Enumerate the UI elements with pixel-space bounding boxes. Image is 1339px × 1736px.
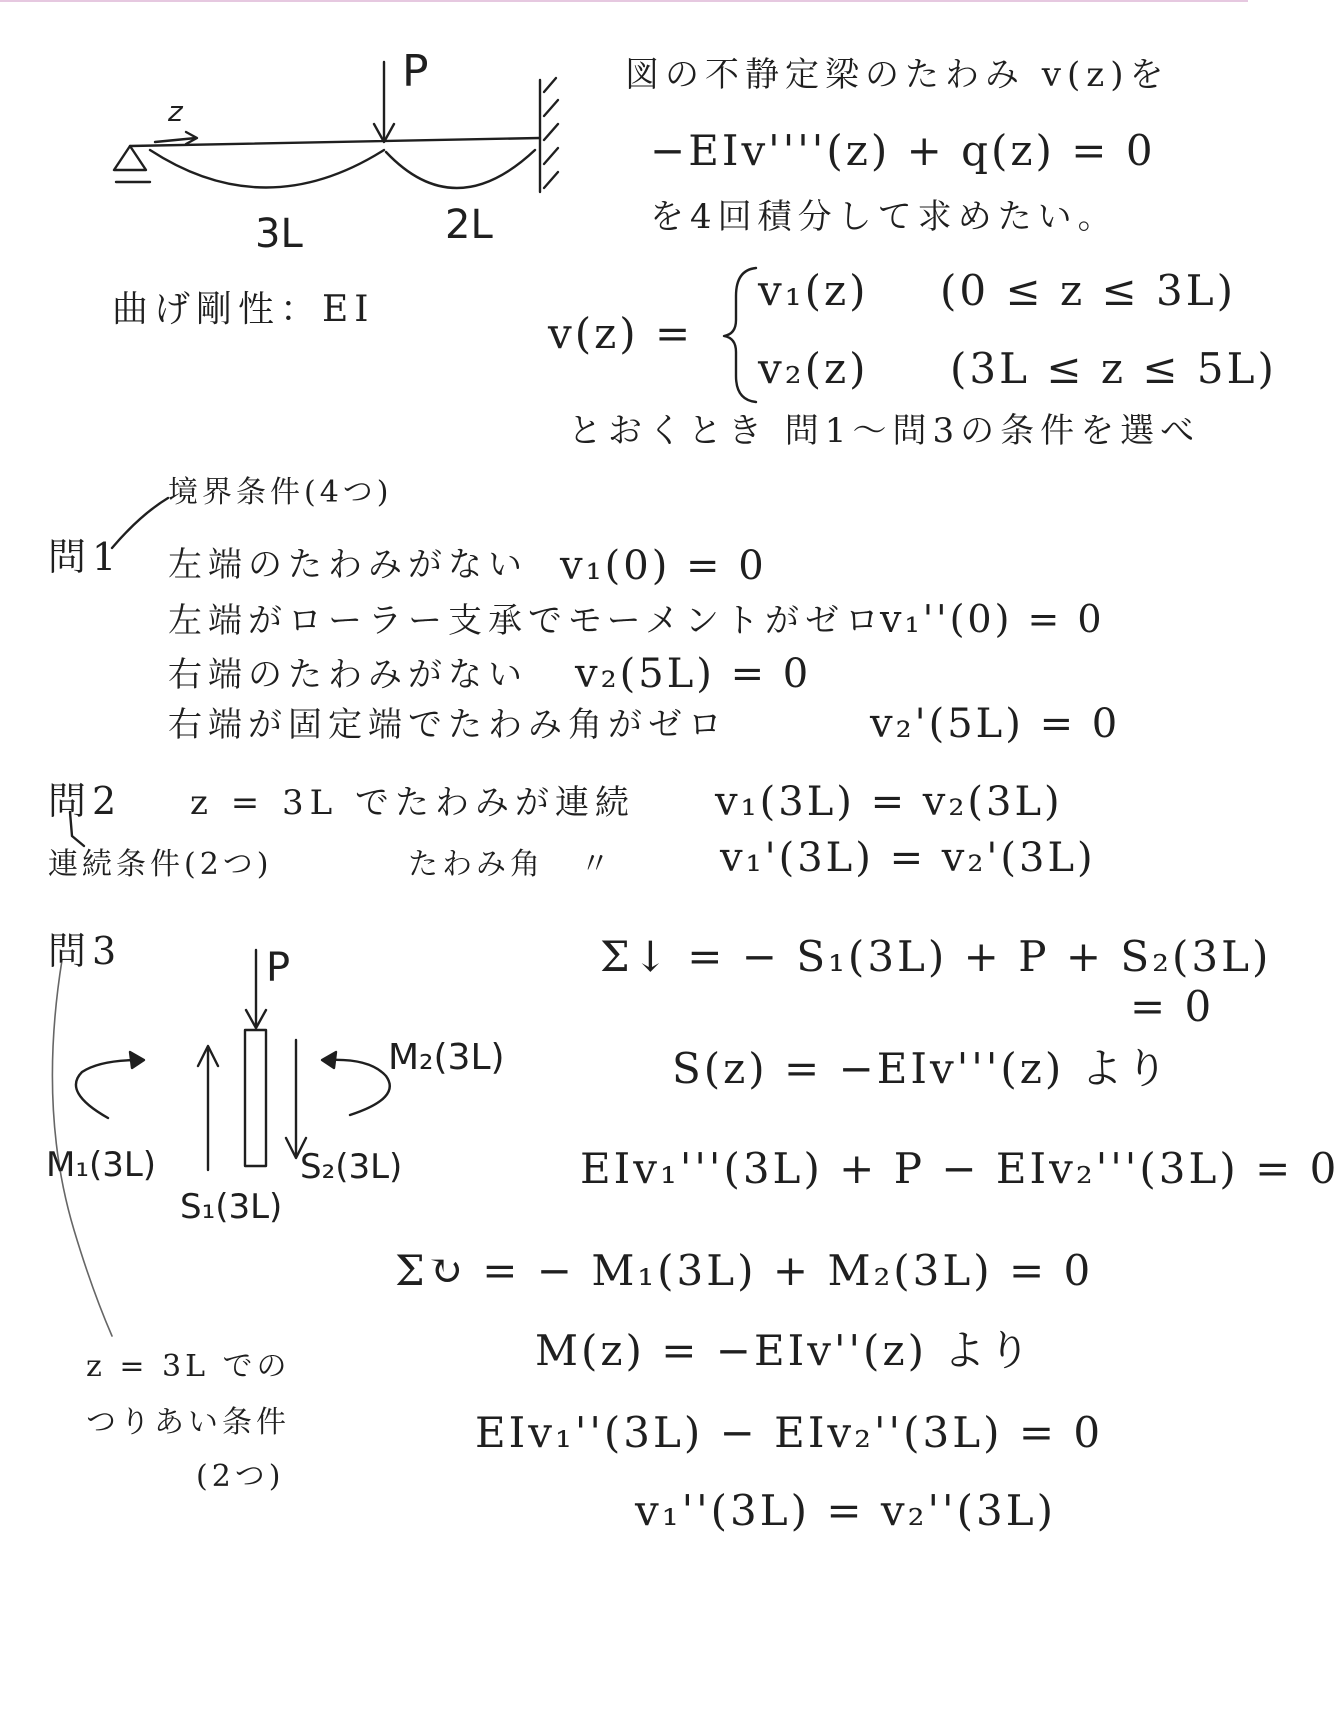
q1-note: 境界条件(4つ) <box>168 475 393 510</box>
coord-label: z <box>168 95 183 128</box>
q1-row-4-eq: v₂'(5L) = 0 <box>870 701 1121 747</box>
piecewise-lhs: v(z) = <box>548 309 694 358</box>
q3-eq-1: Σ↓ = − S₁(3L) + P + S₂(3L) <box>600 932 1272 981</box>
piecewise-case-2: v₂(z) <box>758 344 869 393</box>
span2-dimension-arc <box>386 150 535 188</box>
fbd-m1-label: M₁(3L) <box>46 1145 157 1185</box>
fbd-beam-element <box>245 1030 266 1166</box>
load-label: P <box>402 46 429 97</box>
fbd-load-label: P <box>266 945 291 991</box>
problem-line-3: を4回積分して求めたい。 <box>650 197 1118 237</box>
q1-row-2-text: 左端がローラー支承でモーメントがゼロ <box>168 601 885 641</box>
q3-eq-5: M(z) = −EIv''(z) より <box>535 1326 1034 1375</box>
piecewise-range-2: (3L ≤ z ≤ 5L) <box>950 344 1277 393</box>
q2-ditto-mark: 〃 <box>580 847 614 882</box>
q1-number: 問1 <box>48 535 123 579</box>
fbd-m2-label: M₂(3L) <box>388 1037 505 1078</box>
q2-row-1-eq: v₁(3L) = v₂(3L) <box>715 779 1063 825</box>
piecewise-brace <box>724 268 756 402</box>
piecewise-range-1: (0 ≤ z ≤ 3L) <box>940 266 1237 315</box>
q3-eq-3: EIv₁'''(3L) + P − EIv₂'''(3L) = 0 <box>580 1144 1339 1193</box>
q1-row-2-eq: v₁''(0) = 0 <box>880 597 1105 641</box>
q3-number: 問3 <box>48 929 123 973</box>
problem-line-1: 図の不静定梁のたわみ v(z)を <box>625 55 1170 95</box>
fbd-m2-arrow <box>328 1060 390 1115</box>
q1-row-1-eq: v₁(0) = 0 <box>560 543 767 589</box>
pin-support-icon <box>114 146 146 170</box>
q2-row-1-text: z = 3L でたわみが連続 <box>190 783 636 823</box>
q1-row-3-eq: v₂(5L) = 0 <box>575 651 812 697</box>
q1-row-1-text: 左端のたわみがない <box>168 545 528 585</box>
q1-row-4-text: 右端が固定端でたわみ角がゼロ <box>168 705 728 745</box>
piecewise-case-1: v₁(z) <box>758 266 869 315</box>
fbd-s2-label: S₂(3L) <box>300 1147 403 1187</box>
q2-row-2-eq: v₁'(3L) = v₂'(3L) <box>720 835 1096 881</box>
q1-row-3-text: 右端のたわみがない <box>168 655 528 695</box>
span2-label: 2L <box>445 202 493 248</box>
q3-eq-2: S(z) = −EIv'''(z) より <box>672 1044 1171 1093</box>
q3-eq-7: v₁''(3L) = v₂''(3L) <box>635 1486 1056 1535</box>
q3-note-line-1: z = 3L での <box>86 1349 291 1384</box>
fbd-m1-arrow <box>76 1060 140 1118</box>
stiffness-label: 曲げ剛性：EI <box>112 289 375 330</box>
q3-note-line-3: (2つ) <box>196 1459 285 1494</box>
span1-label: 3L <box>255 211 303 257</box>
q3-eq-1-rhs: = 0 <box>1130 982 1215 1031</box>
q2-number: 問2 <box>48 779 123 823</box>
span1-dimension-arc <box>150 150 384 188</box>
q3-eq-6: EIv₁''(3L) − EIv₂''(3L) = 0 <box>475 1408 1104 1457</box>
q3-eq-4: Σ↻ = − M₁(3L) + M₂(3L) = 0 <box>395 1246 1094 1295</box>
governing-equation: −EIv''''(z) + q(z) = 0 <box>650 126 1156 175</box>
q2-note: 連続条件(2つ) <box>48 847 273 882</box>
q3-note-line-2: つりあい条件 <box>86 1405 290 1440</box>
q2-row-2-text: たわみ角 <box>408 847 544 882</box>
problem-line-4: とおくとき 問1〜問3の条件を選べ <box>568 411 1201 451</box>
fbd-s1-label: S₁(3L) <box>180 1187 283 1227</box>
